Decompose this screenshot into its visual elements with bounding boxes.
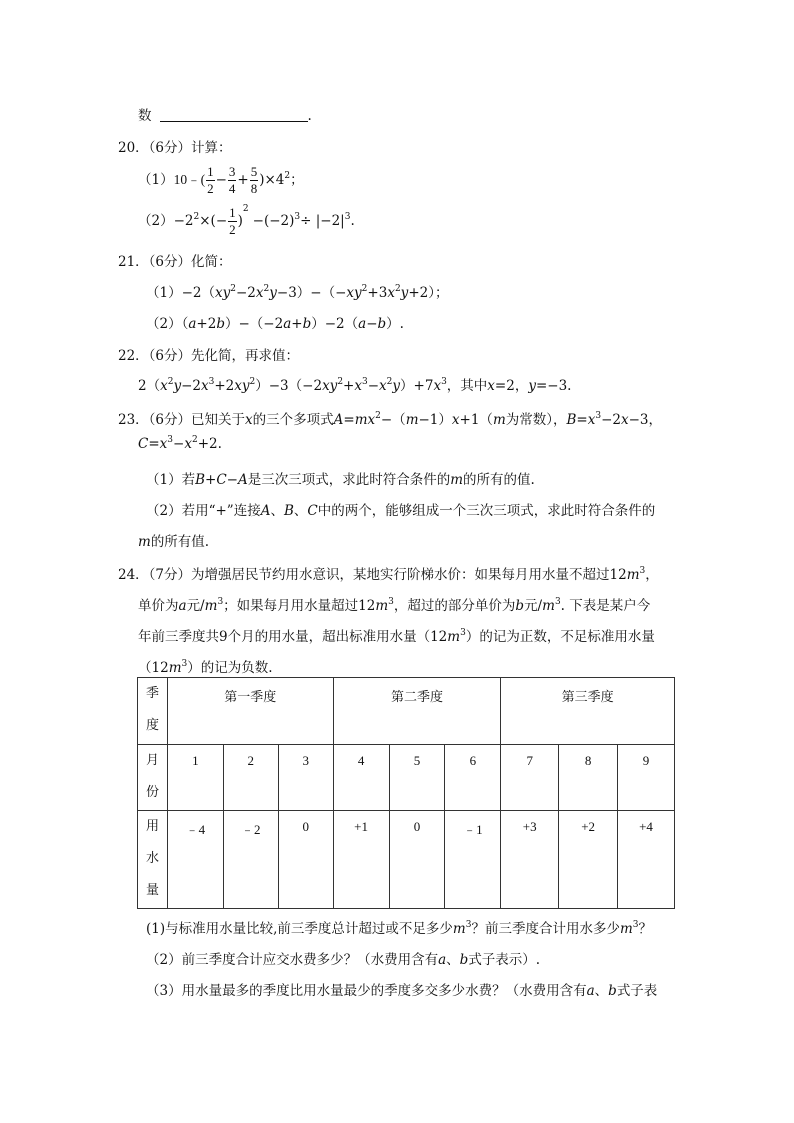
usage-cell: 0 — [278, 811, 333, 909]
q24-line4: $(12m^3)$的记为负数. — [138, 659, 273, 676]
row-label-month: 月 份 — [138, 745, 168, 811]
table-row-month — [138, 745, 675, 811]
q20-part2-exp3: 3 — [294, 212, 301, 222]
usage-cell: +4 — [618, 811, 675, 909]
usage-cell: +1 — [333, 811, 389, 909]
q20-op2: + — [237, 172, 249, 188]
q20-part2-pre: −2 — [173, 213, 194, 229]
q23-line1: 23．（6分）已知关于x的三个多项式$A=mx^2-(m-1)x+1(m$为常数），$B=x^3-2x-3$， — [118, 411, 663, 428]
month-cell: 1 — [167, 745, 223, 811]
q19-tail-dot: . — [307, 108, 312, 124]
table-row-quarter — [138, 678, 675, 745]
q20-part2-end: . — [350, 213, 355, 229]
month-cell: 8 — [559, 745, 618, 811]
q20-part2-label: （2） — [138, 213, 174, 229]
month-cell: 9 — [618, 745, 675, 811]
water-usage-table — [137, 677, 675, 909]
q20-part1 — [138, 164, 304, 197]
fraction-1-2-b: $\frac{1}{2}$ — [229, 205, 236, 237]
q24-line1: 24．（7分）为增强居民节约用水意识，某地实行阶梯水价：如果每月用水量不超过$12m^3$， — [118, 566, 659, 583]
q20-part1-pre: 10﹣( — [173, 172, 206, 187]
usage-cell: +3 — [501, 811, 559, 909]
q20-part2-exp4: 3 — [344, 212, 351, 222]
q19-tail-line — [138, 104, 312, 124]
q23-subq2-cont: m的所有值. — [138, 534, 210, 550]
fraction-1-2: $\frac{1}{2}$ — [207, 164, 214, 196]
q20-part2-exp1: 2 — [193, 212, 200, 222]
q22-expression: $2(x^2y-2x^3+2xy^2)-3(-2xy^2+x^3-x^2y)+7x^3$，其中x=2，y=−3. — [138, 377, 572, 394]
q20-part1-label: （1） — [138, 172, 174, 188]
q19-answer-blank[interactable] — [160, 121, 308, 122]
row-label-usage: 用 水 量 — [138, 811, 168, 909]
row-label-quarter: 季 度 — [138, 678, 168, 745]
q20-part2-mid: ×(− — [199, 213, 228, 229]
q24-subq1: (1)与标准用水量比较,前三季度总计超过或不足多少$m^3$？前三季度合计用水多少$m^3$？ — [146, 920, 653, 937]
q19-label: 数 — [138, 108, 152, 124]
q20-part2-exp2: 2 — [242, 204, 249, 214]
month-cell: 4 — [333, 745, 389, 811]
q20-part2-div: ÷ |−2| — [300, 213, 345, 229]
q23-subq1: （1）若B+C−A是三次三项式，求此时符合条件的m的所有的值. — [146, 472, 535, 488]
quarter-3-cell: 第三季度 — [501, 678, 675, 745]
usage-cell: 0 — [389, 811, 445, 909]
quarter-2-cell: 第二季度 — [333, 678, 501, 745]
month-cell: 6 — [445, 745, 501, 811]
q23-line2: $C=x^3-x^2+2$. — [138, 435, 222, 452]
usage-cell: +2 — [559, 811, 618, 909]
q24-line2: 单价为a元$/m^3$；如果每月用水量超过$12m^3$，超过的部分单价为b元$/m^3$. 下表是某户今 — [138, 597, 651, 614]
q20-part2 — [138, 205, 355, 238]
q22-heading: 22．（6分）先化简，再求值： — [118, 348, 300, 364]
q20-part1-post: )×4 — [259, 172, 285, 188]
q24-line3: 年前三季度共9个月的用水量，超出标准用水量$(12m^3)$的记为正数，不足标准用水量 — [138, 628, 655, 645]
q20-part1-end: ； — [290, 172, 304, 188]
q24-subq2: （2）前三季度合计应交水费多少？（水费用含有a、b式子表示）. — [146, 952, 541, 968]
q20-op1: − — [215, 172, 227, 188]
month-cell: 5 — [389, 745, 445, 811]
q24-subq3: （3）用水量最多的季度比用水量最少的季度多交多少水费？（水费用含有a、b式子表 — [146, 983, 658, 999]
q21-part1: $(1)-2(xy^2-2x^2y-3)-(-xy^2+3x^2y+2)$； — [146, 284, 449, 301]
table-row-usage — [138, 811, 675, 909]
q21-heading: 21．（6分）化简： — [118, 254, 232, 270]
month-cell: 7 — [501, 745, 559, 811]
usage-cell: ﹣2 — [223, 811, 278, 909]
usage-cell: ﹣1 — [445, 811, 501, 909]
q23-subq2: （2）若用“+”连接A、B、C中的两个，能够组成一个三次三项式，求此时符合条件的 — [146, 503, 656, 519]
fraction-5-8: $\frac{5}{8}$ — [250, 164, 258, 196]
q21-part2: （2）（a+2b）−（−2a+b）−2（a−b）. — [146, 316, 404, 332]
q20-part1-exp: 2 — [284, 171, 291, 181]
q20-part2-rest: −(−2) — [252, 213, 295, 229]
fraction-3-4: $\frac{3}{4}$ — [228, 164, 236, 196]
quarter-1-cell: 第一季度 — [167, 678, 333, 745]
q20-heading: 20．（6分）计算： — [118, 140, 232, 156]
q20-part2-close: ) — [237, 213, 243, 229]
month-cell: 2 — [223, 745, 278, 811]
month-cell: 3 — [278, 745, 333, 811]
usage-cell: ﹣4 — [167, 811, 223, 909]
